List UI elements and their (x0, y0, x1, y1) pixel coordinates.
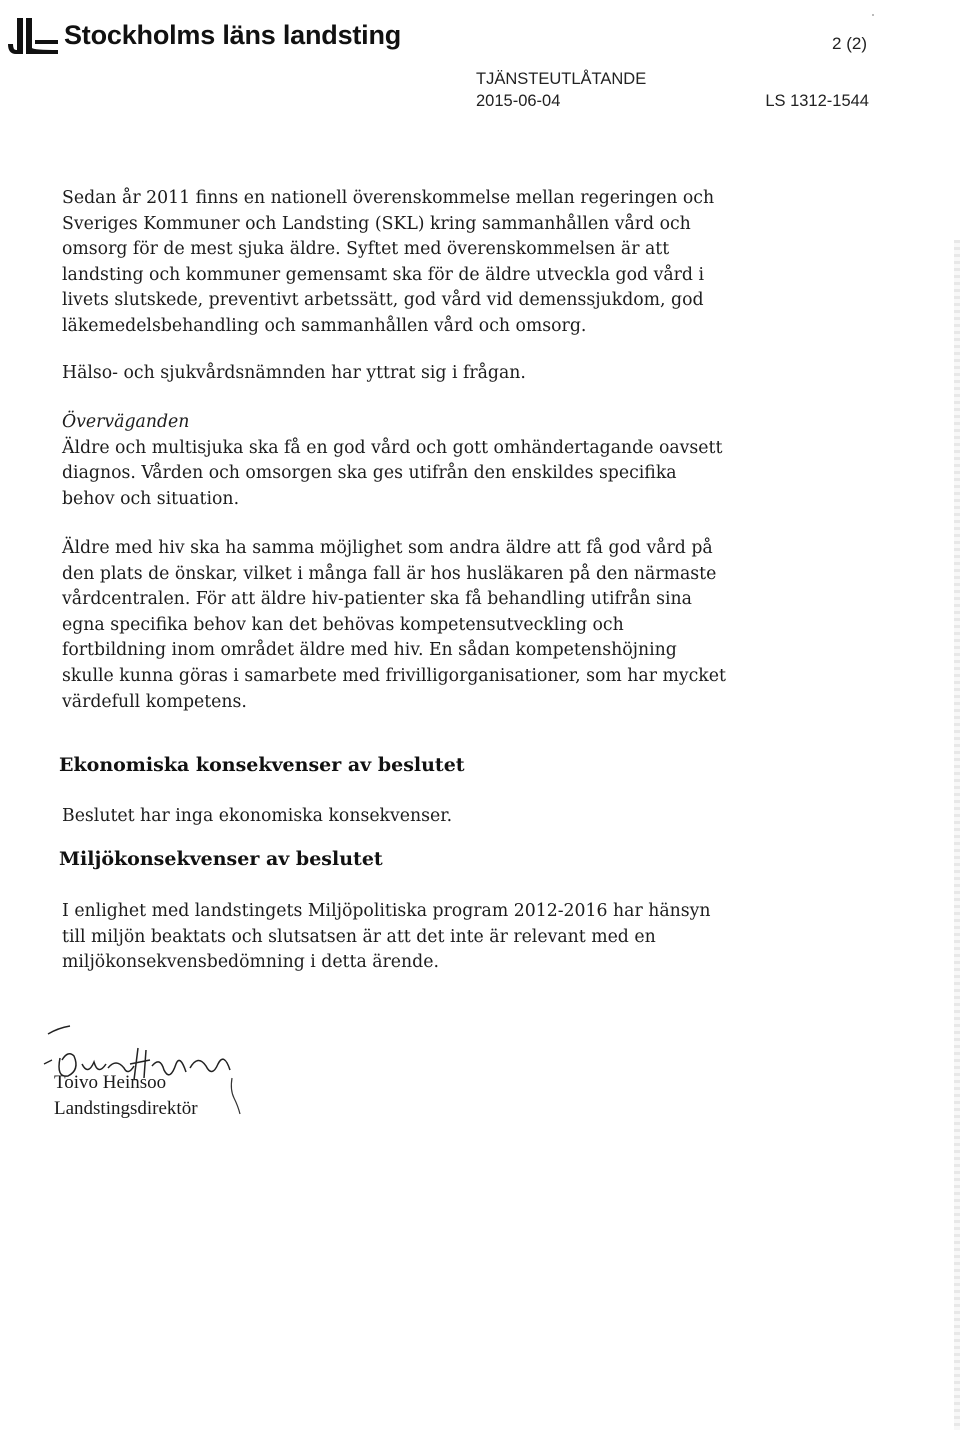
environmental-line: miljökonsekvensbedömning i detta ärende. (62, 952, 439, 973)
hiv-line: fortbildning inom området äldre med hiv. En sådan kompetenshöjning (62, 640, 677, 661)
document-type: TJÄNSTEUTLÅTANDE (476, 70, 647, 88)
board-statement-paragraph (62, 361, 710, 387)
scan-edge-artifact (954, 240, 960, 1430)
considerations-line: Äldre och multisjuka ska få en god vård och gott omhändertagande oavsett (62, 437, 723, 458)
environmental-heading: Miljökonsekvenser av beslutet (59, 848, 383, 870)
economic-paragraph (62, 804, 710, 830)
considerations-section (62, 410, 723, 512)
intro-paragraph (62, 186, 715, 340)
hiv-line: vårdcentralen. För att äldre hiv-patienter ska få behandling utifrån sina (62, 589, 692, 610)
intro-line: Sveriges Kommuner och Landsting (SKL) kring sammanhållen vård och (62, 213, 691, 234)
scan-mark (872, 14, 874, 16)
considerations-heading: Överväganden (62, 412, 190, 432)
signer-name: Toivo Heinsoo (54, 1072, 167, 1093)
signature-stroke-icon (228, 1076, 244, 1116)
intro-line: Sedan år 2011 finns en nationell överenskommelse mellan regeringen och (62, 188, 715, 208)
board-statement: Hälso- och sjukvårdsnämnden har yttrat sig i frågan. (62, 363, 526, 383)
economic-text: Beslutet har inga ekonomiska konsekvenser. (62, 806, 453, 826)
signer-title: Landstingsdirektör (54, 1098, 198, 1119)
hiv-line: egna specifika behov kan det behövas kompetensutveckling och (62, 614, 624, 635)
considerations-line: diagnos. Vården och omsorgen ska ges utifrån den enskildes specifika (62, 463, 677, 484)
document-date: 2015-06-04 (476, 92, 561, 110)
sll-logo-icon (4, 14, 60, 58)
economic-heading: Ekonomiska konsekvenser av beslutet (59, 754, 465, 776)
page-number: 2 (2) (832, 34, 867, 53)
hiv-paragraph (62, 536, 726, 715)
document-reference: LS 1312-1544 (765, 92, 869, 110)
intro-line: landsting och kommuner gemensamt ska för de äldre utveckla god vård i (62, 264, 704, 285)
environmental-line: till miljön beaktats och slutsatsen är att det inte är relevant med en (62, 926, 656, 947)
intro-line: omsorg för de mest sjuka äldre. Syftet med överenskommelsen är att (62, 239, 670, 260)
environmental-line: I enlighet med landstingets Miljöpolitiska program 2012-2016 har hänsyn (62, 901, 711, 921)
intro-line: läkemedelsbehandling och sammanhållen vård och omsorg. (62, 315, 587, 336)
hiv-line: skulle kunna göras i samarbete med frivilligorganisationer, som har mycket (62, 665, 726, 686)
hiv-line: värdefull kompetens. (62, 691, 247, 712)
organization-name: Stockholms läns landsting (64, 20, 402, 50)
intro-line: livets slutskede, preventivt arbetssätt, god vård vid demenssjukdom, god (62, 290, 704, 311)
hiv-line: Äldre med hiv ska ha samma möjlighet som andra äldre att få god vård på (62, 538, 713, 558)
hiv-line: den plats de önskar, vilket i många fall är hos husläkaren på den närmaste (62, 563, 717, 584)
considerations-line: behov och situation. (62, 488, 240, 509)
environmental-paragraph (62, 899, 710, 976)
